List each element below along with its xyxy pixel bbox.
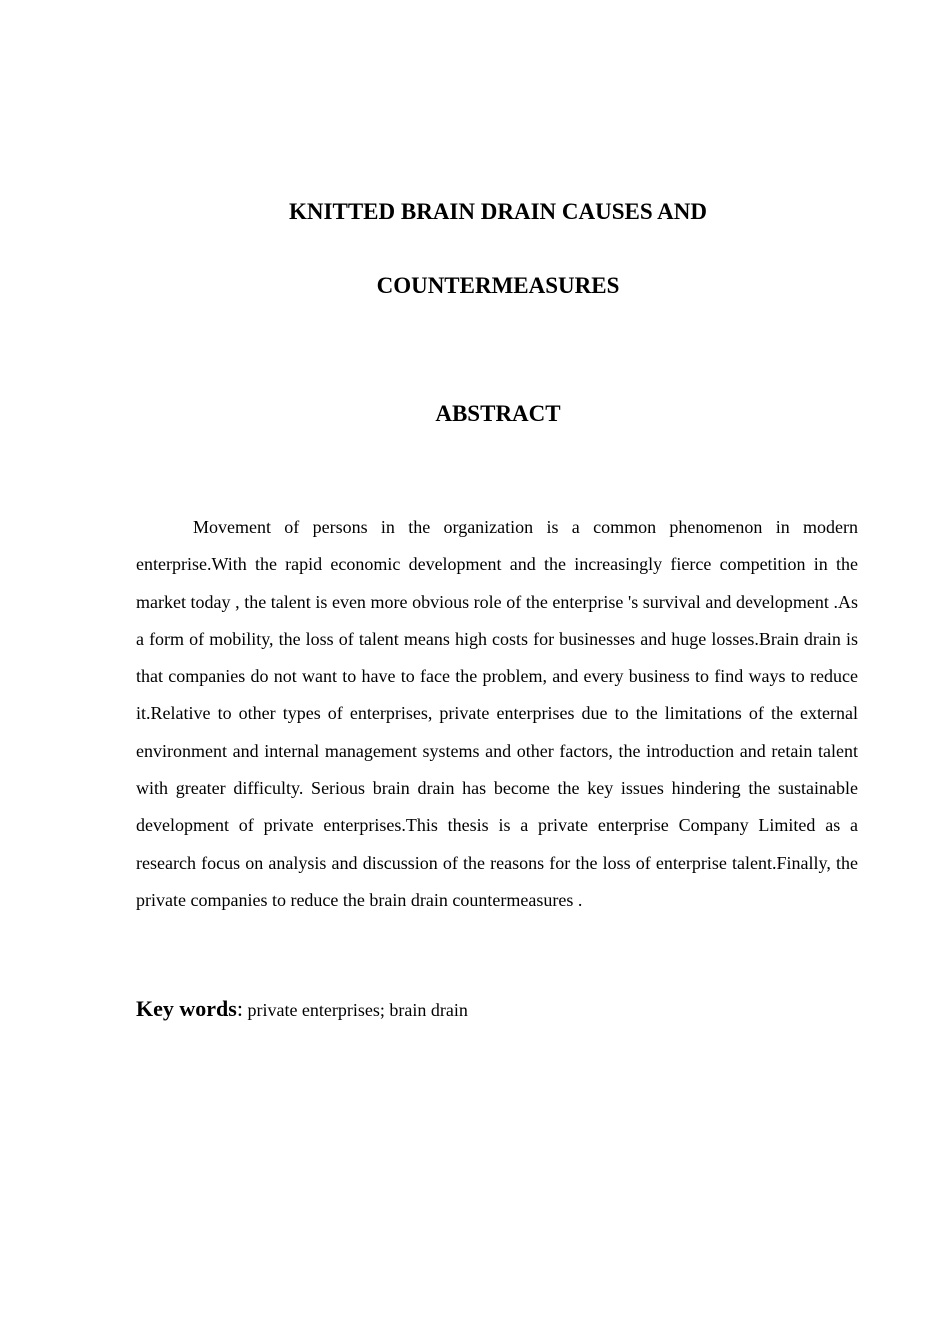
abstract-heading: ABSTRACT [435,401,561,426]
title-line-1: KNITTED BRAIN DRAIN CAUSES AND [289,199,707,224]
keywords-label: Key words [136,996,237,1021]
title-line-2: COUNTERMEASURES [376,273,620,298]
keywords-line [136,994,858,1027]
keywords-colon: : [236,996,243,1021]
abstract-paragraph: Movement of persons in the organization is a common phenomenon in modern enterprise.With the rapid economic development and the increasingly fierce competition in the market today , the talent is even more obvious role of the enterprise 's survival and development .As a form of mobility, the loss of talent means high costs for businesses and huge losses.Brain drain is that companies do not want to have to face the problem, and every business to find ways to reduce it.Relative to other types of enterprises, private enterprises due to the limitations of the external environment and internal management systems and other factors, the introduction and retain talent with greater difficulty. Serious brain drain has become the key issues hindering the sustainable development of private enterprises.This thesis is a private enterprise Company Limited as a research focus on analysis and discussion of the reasons for the loss of enterprise talent.Finally, the private companies to reduce the brain drain countermeasures . [136,517,858,910]
keywords-value: private enterprises; brain drain [242,1000,468,1020]
